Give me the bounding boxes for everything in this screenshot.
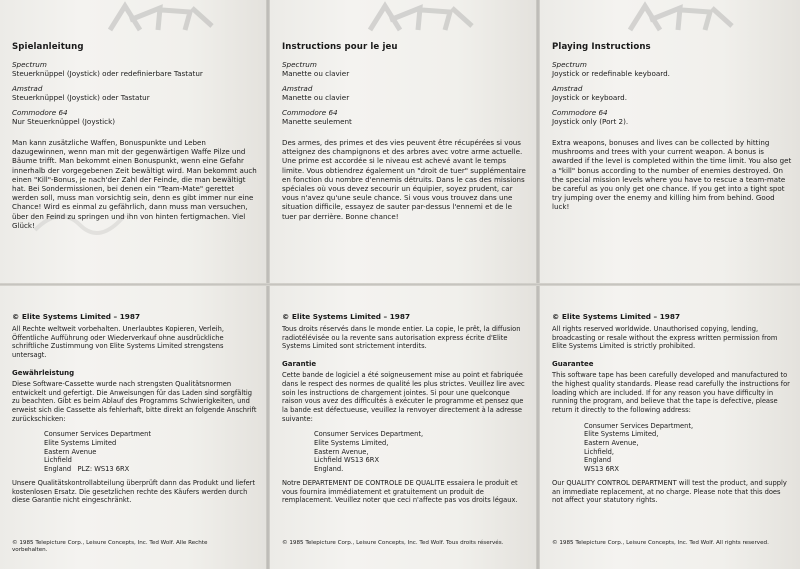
address-line: Elite Systems Limited [44,439,117,448]
address-line: WS13 6RX [584,465,619,474]
address-line: England [584,456,612,465]
address-line: Consumer Services Department, [314,430,424,439]
horizontal-fold-line [0,283,800,286]
game-logo-watermark [360,0,480,38]
gameplay-text: Man kann zusätzliche Waffen, Bonuspunkte und Leben dazugewinnen, wenn man mit der gegenwärtigen Waffe Pilze und Bäume trifft. Man bekommt einen Bonuspunkt, wenn eine Gefahr innerhalb der vorgegebenen Zeit bewältigt wird. Man bekommt auch einen "Kill"-Bonus, je nach'der Zahl der Feinde, die man bewältigt hat. Bei Sondermissionen, bei denen ein "Team-Mate" gerettet werden soll, muss man vorsichtig sein, denn es gibt immer nur eine Chance! Wird es einmal zu gefährlich, dann muss man versuchen, über den Feind zu springen und ihn von hinten fertigmachen. Viel Glück! [12,138,257,230]
platform-amstrad: Amstrad [552,84,583,93]
footer-credits: © 1985 Telepicture Corp., Leisure Concepts, Inc. Ted Wolf. Tous droits réservés. [282,540,504,546]
address-line: Consumer Services Department [44,430,152,439]
section-title: Instructions pour le jeu [282,42,398,52]
footer-credits: © 1985 Telepicture Corp., Leisure Concepts, Inc. Ted Wolf. All rights reserved. [552,540,769,546]
platform-amstrad: Amstrad [12,84,43,93]
platform-spectrum: Spectrum [552,60,587,69]
address-line: Lichfield WS13 6RX [314,456,380,465]
english-instructions [552,42,792,212]
address-line: Lichfield, [584,447,615,456]
platform-c64-controls: Joystick only (Port 2). [552,117,629,126]
address-line: Eastern Avenue, [314,447,369,456]
rights-text: All rights reserved worldwide. Unauthorised copying, lending, broadcasting or resale without the express written permission from Elite Systems Limited is strictly prohibited. [552,325,778,351]
address-line: Elite Systems Limited, [584,430,659,439]
platform-spectrum: Spectrum [282,60,317,69]
address-line: Eastern Avenue, [584,439,639,448]
address-line: Elite Systems Limited, [314,439,389,448]
rights-text: Tous droits réservés dans le monde entier. La copie, le prêt, la diffusion radiotélévisée ou la revente sans autorisation express écrite d'Elite Systems Limited sont strictement interdits. [282,325,521,351]
address-line: England PLZ: WS13 6RX [44,465,130,474]
guarantee-title: Gewährleistung [12,368,75,377]
closing-text: Our QUALITY CONTROL DEPARTMENT will test the product, and supply an immediate replacement, at no charge. Please note that this does not affect your statutory rights. [552,478,787,505]
english-legal [552,312,792,505]
return-address [44,430,258,474]
address-line: Lichfield [44,456,72,465]
faded-logo-watermark [30,205,130,235]
section-title: Spielanleitung [12,42,84,52]
platform-amstrad-controls: Joystick or keyboard. [552,93,627,102]
platform-spectrum-controls: Steuerknüppel (Joystick) oder redefinierbare Tastatur [12,69,203,78]
section-title: Playing Instructions [552,42,651,52]
platform-spectrum-controls: Joystick or redefinable keyboard. [552,69,670,78]
closing-text: Unsere Qualitätskontrollabteilung überprüft dann das Produkt und liefert kostenlosen Ersatz. Die gesetzlichen rechte des Käufers werden durch diese Garantie nicht eingeschränkt. [12,478,256,505]
footer-credits: © 1985 Telepicture Corp., Leisure Concepts, Inc. Ted Wolf. Alle Rechte vorbehalten. [12,540,208,553]
game-logo-watermark [620,0,740,38]
return-address [584,422,792,474]
platform-amstrad-controls: Steuerknüppel (Joystick) oder Tastatur [12,93,150,102]
platform-c64-controls: Manette seulement [282,117,352,126]
platform-amstrad-controls: Manette ou clavier [282,93,350,102]
guarantee-title: Garantie [282,360,317,369]
german-instructions [12,42,258,230]
platform-c64: Commodore 64 [282,108,338,117]
guarantee-text: This software tape has been carefully developed and manufactured to the highest quality standards. Please read carefully the instructions for loading which are included. If for any reason you have difficulty in running the program, and believe that the tape is defective, please return it directly to the following address: [552,371,790,414]
copyright-line: © Elite Systems Limited – 1987 [12,312,141,321]
french-legal [282,312,528,505]
gameplay-text: Extra weapons, bonuses and lives can be collected by hitting mushrooms and trees with your current weapon. A bonus is awarded if the level is completed within the time limit. You also get a "kill" bonus according to the number of enemies destroyed. On the special mission levels where you have to rescue a team-mate be careful as you only get one chance. If you get into a tight spot try jumping over the enemy and killing him from behind. Good luck! [552,138,792,212]
address-line: Consumer Services Department, [584,421,694,430]
closing-text: Notre DEPARTEMENT DE CONTROLE DE QUALITE essaiera le produit et vous fournira immédiatement et gratuitement un produit de remplacement. Veuillez noter que ceci n'affecte pas vos droits légaux. [282,478,518,505]
copyright-line: © Elite Systems Limited – 1987 [552,312,681,321]
platform-amstrad: Amstrad [282,84,313,93]
guarantee-title: Guarantee [552,360,594,369]
return-address [314,430,528,474]
game-logo-watermark [100,0,220,38]
platform-spectrum: Spectrum [12,60,47,69]
platform-c64-controls: Nur Steuerknüppel (Joystick) [12,117,116,126]
address-line: England. [314,465,344,474]
address-line: Eastern Avenue [44,447,97,456]
guarantee-text: Cette bande de logiciel a été soigneusement mise au point et fabriquée dans le respect des normes de qualité les plus strictes. Veuillez lire avec soin les instructions de chargement jointes. Si pour une quelconque raison vous avez des difficultés à exécuter le programme et pensez que la bande est défectueuse, veuillez la renvoyer directement à la adresse suivante: [282,371,525,423]
german-legal [12,312,258,505]
copyright-line: © Elite Systems Limited – 1987 [282,312,411,321]
gameplay-text: Des armes, des primes et des vies peuvent être récupérées si vous atteignez des champignons et des arbres avec votre arme actuelle. Une prime est accordée si le niveau est achevé avant le temps limite. Vous obtiendrez également un "droit de tuer" supplémentaire en fonction du nombre d'ennemis détruits. Dans le cas des missions spéciales où vous devez secourir un équipier, soyez prudent, car vous n'avez qu'une seule chance. Si vous vous trouvez dans une situation difficile, essayez de sauter par-dessus l'ennemi et de le tuer par derrière. Bonne chance! [282,138,526,221]
platform-spectrum-controls: Manette ou clavier [282,69,350,78]
platform-c64: Commodore 64 [12,108,68,117]
french-instructions [282,42,528,221]
guarantee-text: Diese Software-Cassette wurde nach strengsten Qualitätsnormen entwickelt und gefertigt. Die Anweisungen für das Laden sind sorgfältig zu beachten. Gibt es beim Ablauf des Programms Schwierigkeiten, und erweist sich die Cassette als fehlerhaft, bitte direkt an folgende Anschrift zurückschicken: [12,379,257,423]
platform-c64: Commodore 64 [552,108,608,117]
rights-text: All Rechte weltweit vorbehalten. Unerlaubtes Kopieren, Verleih, Öffentliche Aufführung oder Wiederverkauf ohne ausdrückliche schriftliche Zustimmung von Elite Systems Limited strengstens untersagt. [12,325,224,360]
